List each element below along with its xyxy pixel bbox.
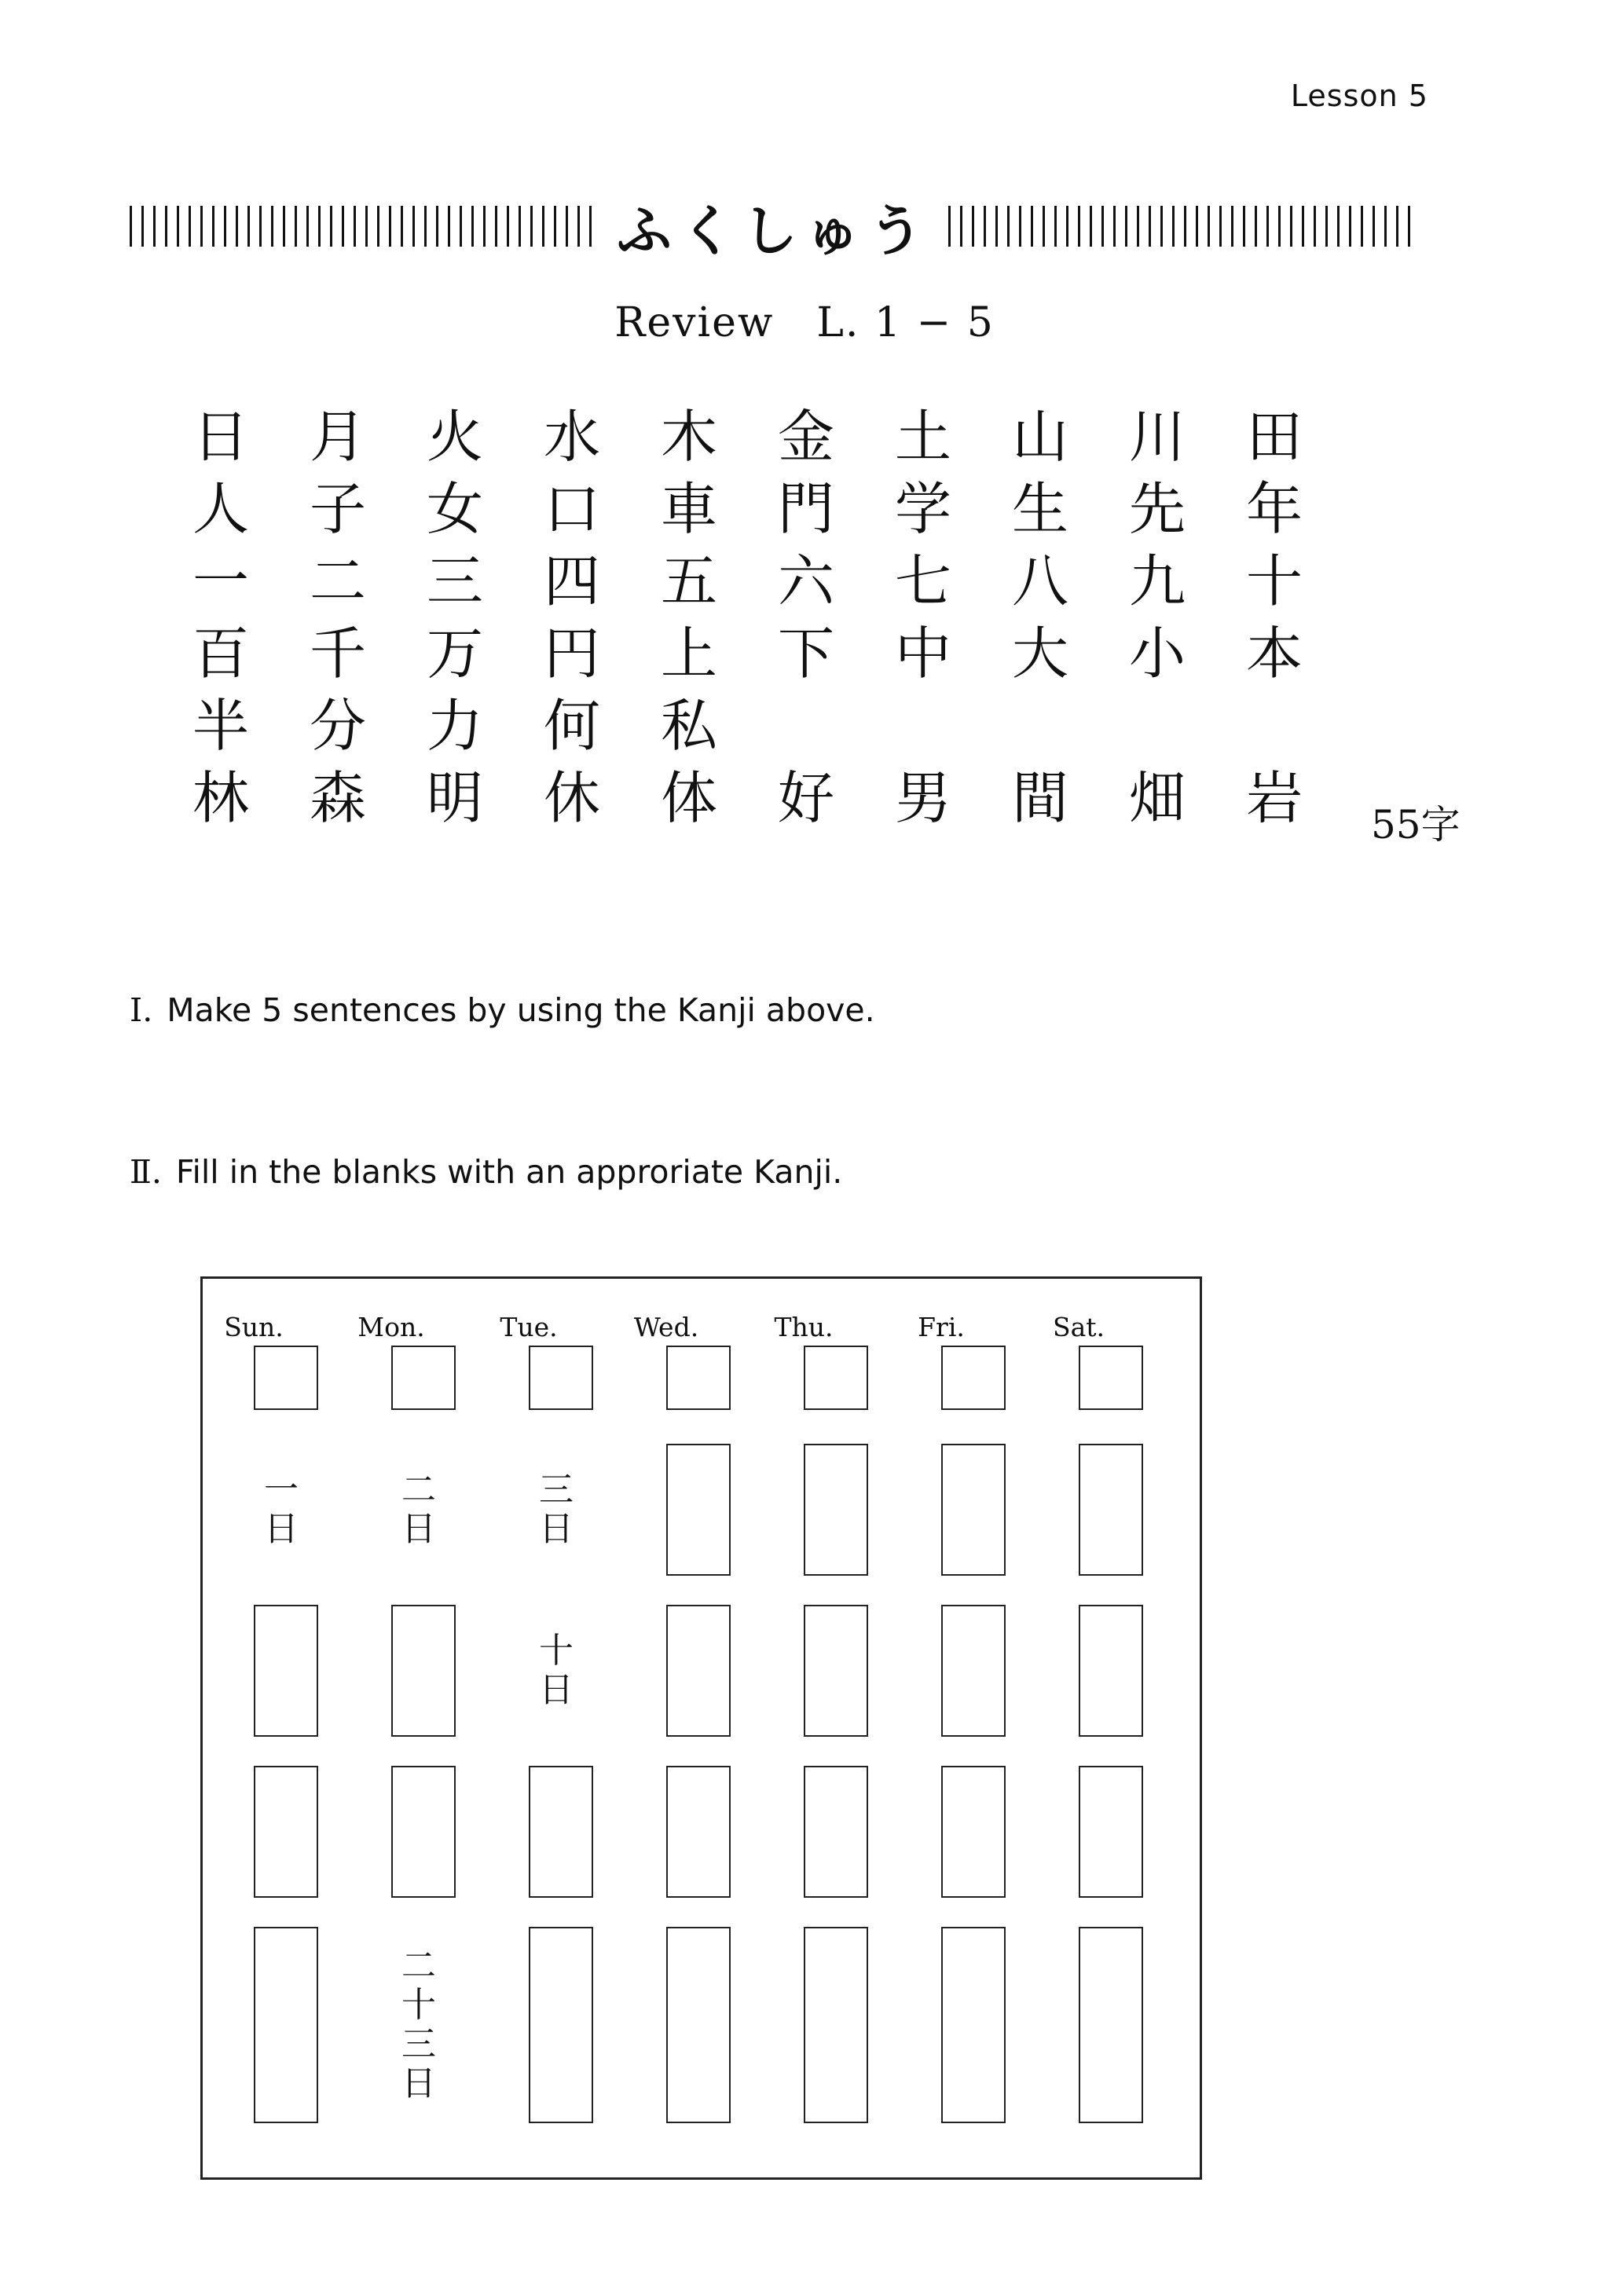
- date-char: 日: [539, 1509, 574, 1549]
- date-char: 日: [401, 2063, 436, 2104]
- kanji-char: 三: [427, 548, 484, 614]
- kanji-char: 四: [544, 548, 601, 614]
- date-char: 日: [264, 1509, 299, 1549]
- kanji-char: 山: [1012, 404, 1069, 470]
- kanji-char: 円: [544, 621, 601, 687]
- date-char: 三: [539, 1470, 574, 1510]
- kanji-char: 万: [427, 621, 484, 687]
- kanji-char: 川: [1129, 404, 1186, 470]
- date-blank-box[interactable]: [666, 1927, 731, 2123]
- kanji-char: 十: [1246, 548, 1303, 614]
- date-char: 二: [401, 1470, 436, 1510]
- kanji-char: 私: [661, 693, 718, 759]
- date-blank-box[interactable]: [254, 1927, 318, 2123]
- kanji-char: 休: [544, 765, 601, 831]
- kanji-char: 田: [1246, 404, 1303, 470]
- date-blank-box[interactable]: [666, 1766, 731, 1898]
- date-char: 日: [401, 1509, 436, 1549]
- kanji-char: 岩: [1246, 765, 1303, 831]
- printed-date: [242, 1470, 321, 1549]
- kanji-char: 六: [778, 548, 835, 614]
- date-char: 十: [401, 1985, 436, 2025]
- kanji-row: [192, 545, 1363, 617]
- printed-date: [379, 1946, 458, 2104]
- kanji-char: 半: [192, 693, 250, 759]
- date-blank-box[interactable]: [666, 1444, 731, 1576]
- date-blank-box[interactable]: [941, 1605, 1006, 1737]
- kanji-char: 水: [544, 404, 601, 470]
- kanji-char: 明: [427, 765, 484, 831]
- calendar-exercise: [200, 1276, 1202, 2180]
- kanji-grid: [192, 401, 1363, 834]
- kanji-char: 月: [310, 404, 367, 470]
- date-blank-box[interactable]: [804, 1766, 868, 1898]
- kanji-row: [192, 762, 1363, 834]
- kanji-char: 大: [1012, 621, 1069, 687]
- kanji-row: [192, 401, 1363, 473]
- instruction-one-text: Make 5 sentences by using the Kanji above.: [167, 991, 875, 1029]
- printed-date: [517, 1631, 596, 1710]
- day-blank-box[interactable]: [254, 1346, 318, 1410]
- kanji-char: 林: [192, 765, 250, 831]
- kanji-char: 先: [1129, 476, 1186, 542]
- kanji-char: 年: [1246, 476, 1303, 542]
- kanji-char: 門: [778, 476, 835, 542]
- kanji-char: 好: [778, 765, 835, 831]
- date-char: 十: [539, 1631, 574, 1671]
- page-title: ふくしゅう: [617, 198, 931, 263]
- kanji-char: 体: [661, 765, 718, 831]
- kanji-char: 間: [1012, 765, 1069, 831]
- day-label: Wed.: [633, 1312, 699, 1342]
- printed-date: [379, 1470, 458, 1549]
- day-blank-box[interactable]: [391, 1346, 456, 1410]
- kanji-char: 八: [1012, 548, 1069, 614]
- date-blank-box[interactable]: [529, 1927, 593, 2123]
- date-blank-box[interactable]: [804, 1927, 868, 2123]
- kanji-count: 55字: [1371, 802, 1461, 848]
- kanji-char: 千: [310, 621, 367, 687]
- instruction-two-text: Fill in the blanks with an approriate Kanji.: [175, 1153, 843, 1191]
- date-char: 二: [401, 1946, 436, 1986]
- date-blank-box[interactable]: [529, 1766, 593, 1898]
- hatch-left: [130, 206, 599, 247]
- printed-date: [517, 1470, 596, 1549]
- title-banner: [130, 187, 1418, 265]
- kanji-char: 上: [661, 621, 718, 687]
- date-blank-box[interactable]: [941, 1766, 1006, 1898]
- kanji-char: 日: [192, 404, 250, 470]
- day-label: Tue.: [500, 1312, 558, 1342]
- kanji-char: 畑: [1129, 765, 1186, 831]
- kanji-char: 本: [1246, 621, 1303, 687]
- date-char: 三: [401, 2024, 436, 2064]
- kanji-char: 車: [661, 476, 718, 542]
- date-blank-box[interactable]: [1079, 1927, 1143, 2123]
- kanji-char: 森: [310, 765, 367, 831]
- kanji-char: 中: [895, 621, 952, 687]
- date-blank-box[interactable]: [941, 1927, 1006, 2123]
- kanji-row: [192, 617, 1363, 690]
- kanji-char: 学: [895, 476, 952, 542]
- day-label: Sun.: [224, 1312, 284, 1342]
- kanji-char: 木: [661, 404, 718, 470]
- date-blank-box[interactable]: [804, 1444, 868, 1576]
- review-subtitle: Review L. 1 − 5: [614, 299, 995, 346]
- date-char: 一: [264, 1470, 299, 1510]
- kanji-char: 口: [544, 476, 601, 542]
- date-char: 日: [539, 1670, 574, 1710]
- date-blank-box[interactable]: [1079, 1605, 1143, 1737]
- instruction-two: [130, 1153, 842, 1191]
- day-blank-box[interactable]: [941, 1346, 1006, 1410]
- kanji-char: 力: [427, 693, 484, 759]
- day-blank-box[interactable]: [804, 1346, 868, 1410]
- instruction-one: [130, 991, 875, 1029]
- day-blank-box[interactable]: [1079, 1346, 1143, 1410]
- kanji-char: 一: [192, 548, 250, 614]
- kanji-char: 生: [1012, 476, 1069, 542]
- kanji-char: 二: [310, 548, 367, 614]
- day-label: Fri.: [918, 1312, 965, 1342]
- kanji-row: [192, 473, 1363, 545]
- date-blank-box[interactable]: [666, 1605, 731, 1737]
- date-blank-box[interactable]: [391, 1605, 456, 1737]
- date-blank-box[interactable]: [254, 1605, 318, 1737]
- day-label: Sat.: [1052, 1312, 1105, 1342]
- instruction-two-number: Ⅱ.: [130, 1153, 162, 1191]
- kanji-char: 人: [192, 476, 250, 542]
- hatch-right: [948, 206, 1418, 247]
- kanji-char: 百: [192, 621, 250, 687]
- kanji-char: 男: [895, 765, 952, 831]
- instruction-one-number: Ⅰ.: [130, 991, 153, 1029]
- day-blank-box[interactable]: [529, 1346, 593, 1410]
- date-blank-box[interactable]: [1079, 1766, 1143, 1898]
- kanji-char: 分: [310, 693, 367, 759]
- kanji-char: 火: [427, 404, 484, 470]
- day-blank-box[interactable]: [666, 1346, 731, 1410]
- day-label: Thu.: [774, 1312, 834, 1342]
- date-blank-box[interactable]: [391, 1766, 456, 1898]
- lesson-label: Lesson 5: [1290, 79, 1428, 113]
- kanji-char: 女: [427, 476, 484, 542]
- date-blank-box[interactable]: [804, 1605, 868, 1737]
- kanji-char: 七: [895, 548, 952, 614]
- kanji-row: [192, 690, 1363, 762]
- date-blank-box[interactable]: [941, 1444, 1006, 1576]
- kanji-char: 五: [661, 548, 718, 614]
- kanji-char: 小: [1129, 621, 1186, 687]
- kanji-char: 土: [895, 404, 952, 470]
- kanji-char: 下: [778, 621, 835, 687]
- date-blank-box[interactable]: [1079, 1444, 1143, 1576]
- day-label: Mon.: [357, 1312, 425, 1342]
- date-blank-box[interactable]: [254, 1766, 318, 1898]
- kanji-char: 九: [1129, 548, 1186, 614]
- kanji-char: 金: [778, 404, 835, 470]
- kanji-char: 子: [310, 476, 367, 542]
- kanji-char: 何: [544, 693, 601, 759]
